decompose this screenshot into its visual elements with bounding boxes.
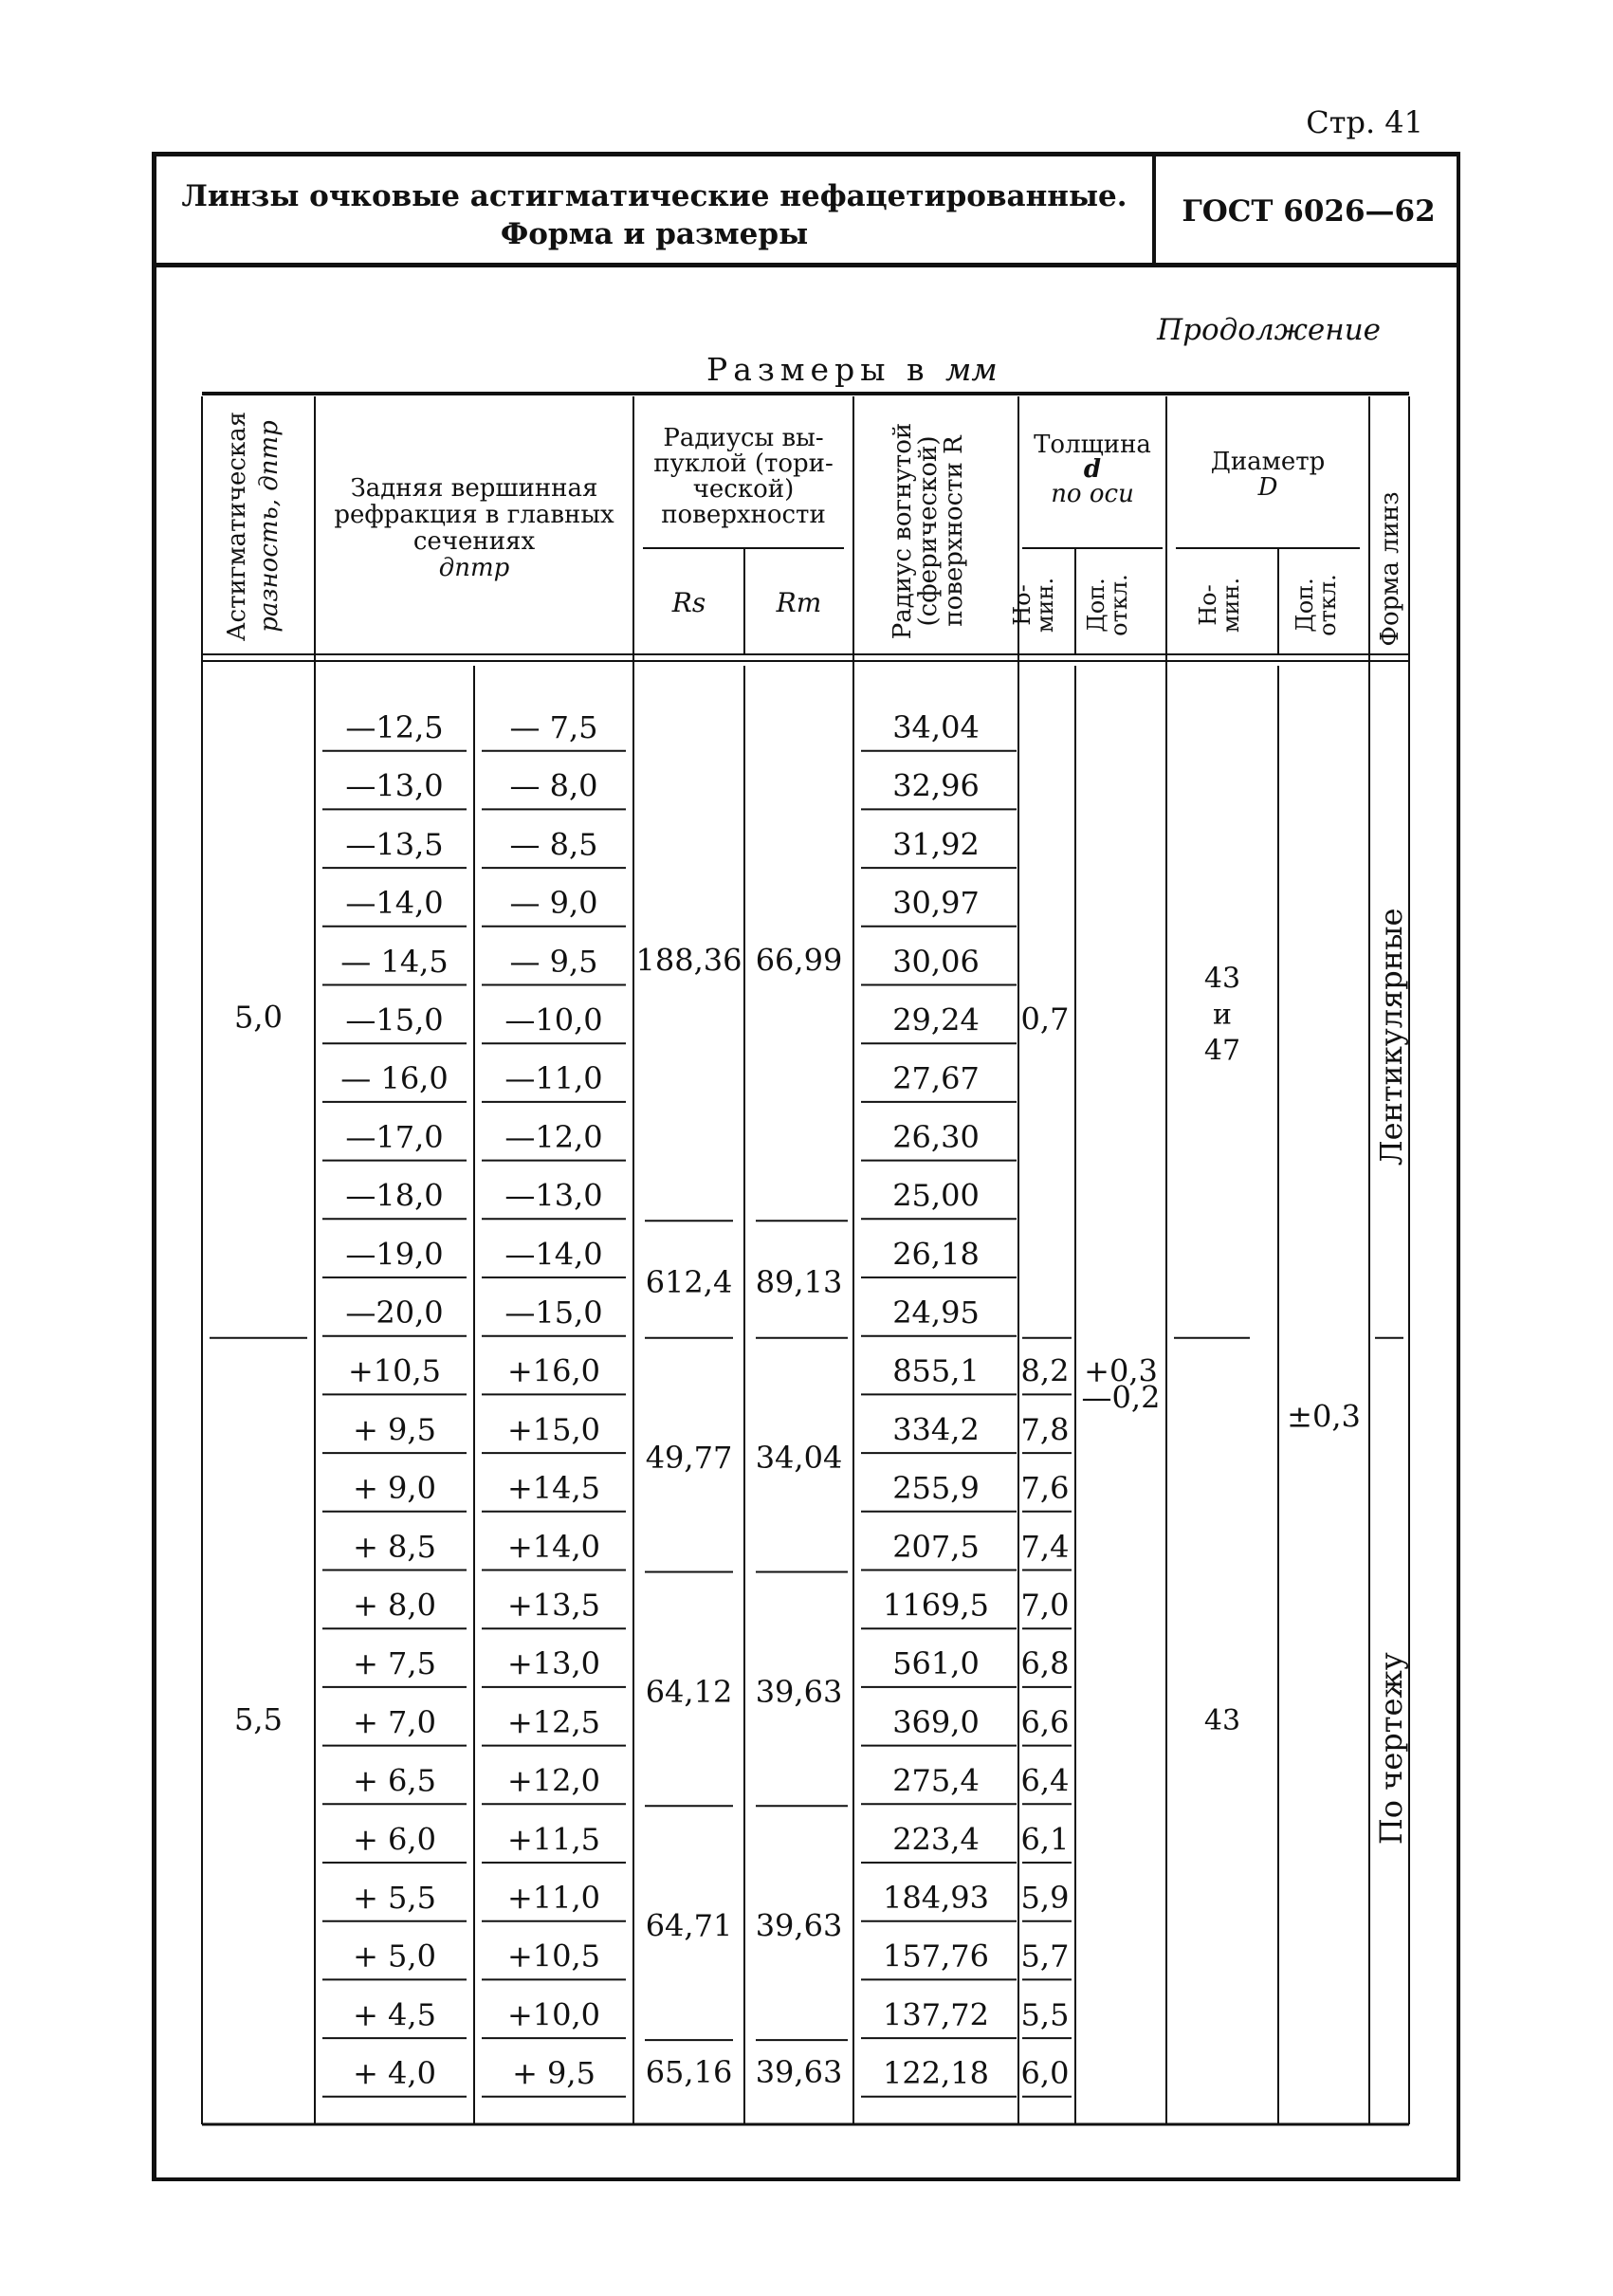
row-refraction-2: —11,0: [504, 1060, 603, 1097]
row-concave-radius: 561,0: [892, 1645, 980, 1682]
radius-rm-value: 39,63: [755, 1673, 843, 1710]
radius-rs-value: 64,12: [645, 1673, 733, 1710]
row-refraction-2: +10,5: [506, 1938, 601, 1975]
row-concave-radius: 122,18: [883, 2055, 989, 2092]
header-refraction-line3: сечениях: [412, 527, 536, 556]
header-astig-line2: разность, дптр: [255, 420, 284, 633]
row-refraction-1: —13,0: [345, 767, 444, 804]
radius-rs-value: 188,36: [635, 942, 742, 979]
units-label: Размеры в: [706, 351, 930, 388]
diameter-lower-value: 43: [1203, 1703, 1241, 1737]
header-radii-line: Радиусы вы-: [663, 424, 824, 452]
row-concave-radius: 137,72: [883, 1996, 989, 2033]
header-concave-line: поверхности R: [940, 435, 968, 627]
row-concave-radius: 30,06: [892, 943, 980, 980]
row-refraction-1: + 4,5: [353, 1996, 436, 2033]
row-refraction-1: —20,0: [345, 1295, 444, 1331]
row-concave-radius: 334,2: [892, 1411, 980, 1448]
radius-rs-value: 64,71: [645, 1907, 733, 1944]
astig-group-value: 5,5: [234, 1700, 283, 1737]
row-concave-radius: 223,4: [892, 1821, 980, 1858]
header-diam-nom-1: Но-: [1195, 584, 1221, 626]
row-refraction-1: + 8,0: [353, 1587, 436, 1624]
thickness-upper-value: 0,7: [1020, 1001, 1070, 1038]
header-diam-tol-2: откл.: [1314, 574, 1341, 636]
row-refraction-2: +14,5: [506, 1470, 601, 1507]
header-refraction-line1: Задняя вершинная: [350, 474, 598, 503]
row-refraction-1: + 9,0: [353, 1470, 436, 1507]
row-refraction-1: +10,5: [347, 1352, 442, 1389]
header-concave-line: Радиус вогнутой: [889, 422, 917, 640]
row-refraction-2: +10,0: [506, 1996, 601, 2033]
row-refraction-2: +11,0: [506, 1880, 601, 1916]
row-refraction-1: —15,0: [345, 1001, 444, 1038]
row-refraction-2: +14,0: [506, 1528, 601, 1565]
header-thickness-line2: d: [1083, 455, 1102, 484]
header-rm: Rm: [776, 587, 822, 618]
row-concave-radius: 184,93: [883, 1880, 989, 1916]
row-refraction-1: + 6,0: [353, 1821, 436, 1858]
row-thickness: 7,4: [1020, 1528, 1070, 1565]
row-refraction-1: — 14,5: [340, 943, 449, 980]
row-thickness: 6,8: [1020, 1645, 1070, 1682]
units-value: мм: [945, 351, 998, 388]
row-refraction-2: — 8,5: [509, 826, 598, 863]
row-concave-radius: 275,4: [892, 1762, 980, 1799]
form-upper-label: Лентикулярные: [1373, 908, 1409, 1166]
row-refraction-2: —13,0: [504, 1177, 603, 1214]
row-refraction-2: +13,5: [506, 1587, 601, 1624]
row-concave-radius: 27,67: [892, 1060, 980, 1097]
row-concave-radius: 25,00: [892, 1177, 980, 1214]
row-thickness: 8,2: [1020, 1352, 1070, 1389]
header-thickness-line1: Толщина: [1034, 431, 1151, 459]
continuation-label: Продолжение: [1157, 313, 1381, 347]
row-refraction-2: +12,0: [506, 1762, 601, 1799]
header-astig-line1: Астигматическая: [223, 411, 251, 642]
row-thickness: 5,9: [1020, 1880, 1070, 1916]
radius-rm-value: 66,99: [755, 942, 843, 979]
row-thickness: 6,1: [1020, 1821, 1070, 1858]
row-concave-radius: 207,5: [892, 1528, 980, 1565]
row-refraction-1: —18,0: [345, 1177, 444, 1214]
header-diam-nom-2: мин.: [1218, 577, 1244, 634]
radius-rs-value: 612,4: [645, 1264, 733, 1300]
row-concave-radius: 157,76: [883, 1938, 989, 1975]
radius-rs-value: 49,77: [645, 1440, 733, 1477]
row-thickness: 7,0: [1020, 1587, 1070, 1624]
row-thickness: 6,0: [1020, 2055, 1070, 2092]
header-thickness-line3: по оси: [1051, 480, 1134, 508]
row-refraction-1: —14,0: [345, 885, 444, 922]
row-refraction-1: + 7,0: [353, 1703, 436, 1740]
header-diameter-line1: Диаметр: [1210, 448, 1326, 476]
row-concave-radius: 255,9: [892, 1470, 980, 1507]
row-refraction-1: —19,0: [345, 1236, 444, 1273]
header-radii-line: ческой): [692, 475, 795, 504]
header-radii-line: пуклой (тори-: [653, 450, 834, 478]
row-concave-radius: 855,1: [892, 1352, 980, 1389]
page-number: Стр. 41: [1306, 104, 1423, 140]
row-refraction-2: —15,0: [504, 1295, 603, 1331]
row-refraction-2: +11,5: [506, 1821, 601, 1858]
row-concave-radius: 32,96: [892, 767, 980, 804]
row-refraction-2: +13,0: [506, 1645, 601, 1682]
row-concave-radius: 369,0: [892, 1703, 980, 1740]
header-thick-nom-1: Но-: [1009, 584, 1036, 626]
row-refraction-2: —10,0: [504, 1001, 603, 1038]
row-thickness: 6,6: [1020, 1703, 1070, 1740]
row-thickness: 6,4: [1020, 1762, 1070, 1799]
header-radii-line: поверхности: [661, 501, 826, 529]
row-concave-radius: 26,30: [892, 1118, 980, 1155]
header-form: Форма линз: [1376, 491, 1404, 647]
row-thickness: 5,7: [1020, 1938, 1070, 1975]
row-refraction-1: + 6,5: [353, 1762, 436, 1799]
diameter-upper-value: и: [1213, 998, 1232, 1032]
title-line-2: Форма и размеры: [500, 217, 809, 251]
thickness-tol-minus: —0,2: [1081, 1379, 1161, 1416]
diameter-upper-value: 43: [1203, 962, 1241, 996]
form-lower-label: По чертежу: [1373, 1652, 1409, 1846]
radius-rm-value: 39,63: [755, 2053, 843, 2090]
astig-group-value: 5,0: [234, 999, 283, 1036]
row-refraction-2: +12,5: [506, 1703, 601, 1740]
title-line-1: Линзы очковые астигматические нефацетированные.: [181, 179, 1127, 213]
row-concave-radius: 29,24: [892, 1001, 980, 1038]
row-refraction-2: +15,0: [506, 1411, 601, 1448]
row-refraction-2: — 8,0: [509, 767, 598, 804]
row-refraction-1: + 4,0: [353, 2055, 436, 2092]
header-thick-tol-2: откл.: [1106, 574, 1132, 636]
row-refraction-1: + 5,5: [353, 1880, 436, 1916]
header-refraction-line4: дптр: [438, 554, 510, 582]
radius-rm-value: 39,63: [755, 1907, 843, 1944]
row-refraction-2: — 9,5: [509, 943, 598, 980]
row-refraction-2: —12,0: [504, 1118, 603, 1155]
row-concave-radius: 1169,5: [883, 1587, 989, 1624]
row-concave-radius: 24,95: [892, 1295, 980, 1331]
row-refraction-1: —13,5: [345, 826, 444, 863]
row-concave-radius: 26,18: [892, 1236, 980, 1273]
gost-number: ГОСТ 6026—62: [1182, 194, 1436, 229]
header-rs: Rs: [671, 587, 706, 618]
row-thickness: 7,8: [1020, 1411, 1070, 1448]
row-concave-radius: 31,92: [892, 826, 980, 863]
row-refraction-1: —12,5: [345, 709, 444, 745]
row-refraction-1: + 9,5: [353, 1411, 436, 1448]
row-refraction-2: +16,0: [506, 1352, 601, 1389]
header-concave-line: (сферической): [914, 435, 943, 627]
header-refraction-line2: рефракция в главных: [334, 501, 614, 529]
diameter-upper-value: 47: [1203, 1034, 1241, 1068]
row-refraction-1: — 16,0: [340, 1060, 449, 1097]
row-refraction-2: + 9,5: [512, 2055, 596, 2092]
radius-rm-value: 34,04: [755, 1440, 843, 1477]
row-refraction-1: + 8,5: [353, 1528, 436, 1565]
header-diam-tol-1: Доп.: [1292, 578, 1318, 633]
diameter-tolerance: ±0,3: [1287, 1398, 1361, 1435]
row-concave-radius: 30,97: [892, 885, 980, 922]
header-diameter-line2: D: [1257, 473, 1278, 502]
row-refraction-1: + 7,5: [353, 1645, 436, 1682]
radius-rs-value: 65,16: [645, 2053, 733, 2090]
row-refraction-2: — 7,5: [509, 709, 598, 745]
row-thickness: 5,5: [1020, 1996, 1070, 2033]
row-refraction-1: —17,0: [345, 1118, 444, 1155]
row-concave-radius: 34,04: [892, 709, 980, 745]
thickness-tol-plus: +0,3: [1084, 1352, 1158, 1389]
row-thickness: 7,6: [1020, 1470, 1070, 1507]
row-refraction-1: + 5,0: [353, 1938, 436, 1975]
row-refraction-2: —14,0: [504, 1236, 603, 1273]
radius-rm-value: 89,13: [755, 1264, 843, 1300]
row-refraction-2: — 9,0: [509, 885, 598, 922]
header-thick-nom-2: мин.: [1032, 577, 1058, 634]
header-thick-tol-1: Доп.: [1083, 578, 1109, 633]
